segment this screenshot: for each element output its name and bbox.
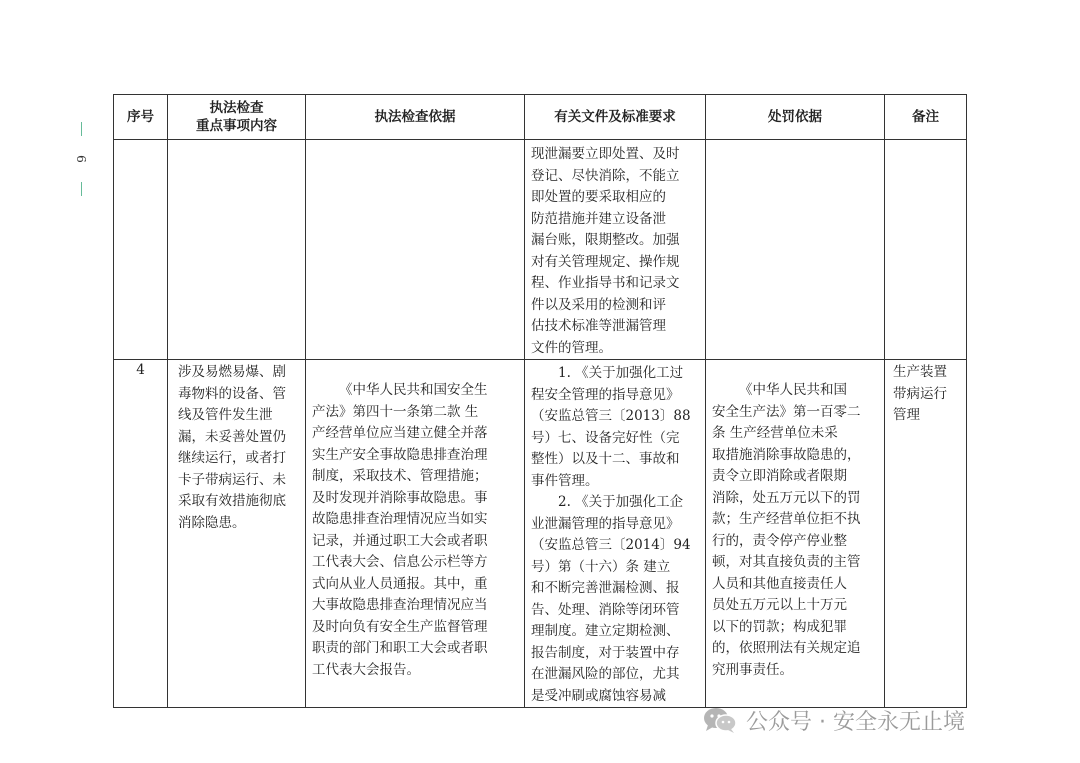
text-line: 条 生产经营单位未采 bbox=[712, 425, 838, 441]
text-line: 件以及采用的检测和评 bbox=[531, 296, 666, 313]
text-line: 故隐患排查治理情况应当如实 bbox=[312, 511, 488, 527]
cell-standard-requirements bbox=[525, 360, 706, 708]
text-line: 在泄漏风险的部位，尤其 bbox=[531, 666, 680, 682]
text-line: 涉及易燃易爆、剧 bbox=[178, 364, 286, 380]
cell-serial-empty bbox=[114, 140, 168, 360]
text-line: 消除，处五万元以下的罚 bbox=[712, 489, 861, 506]
text-line: 毒物料的设备、管 bbox=[178, 385, 286, 402]
text-line: 报告制度，对于装置中存 bbox=[531, 644, 680, 661]
text-line: 对有关管理规定、操作规 bbox=[531, 253, 680, 270]
serial-number: 4 bbox=[136, 362, 145, 378]
text-line: 大事故隐患排查治理情况应当 bbox=[312, 597, 488, 613]
watermark-text: 公众号 · 安全永无止境 bbox=[746, 709, 965, 735]
text-line: 告、处理、消除等闭环管 bbox=[531, 601, 680, 618]
text-line: 及时发现并消除事故隐患。事 bbox=[312, 489, 488, 506]
text-line: 《中华人民共和国安全生 bbox=[339, 382, 488, 398]
page-marker-dash-top bbox=[81, 122, 82, 136]
page-marker bbox=[74, 120, 88, 198]
text-line: 1. 《关于加强化工过 bbox=[558, 365, 684, 381]
text-line: 行的，责令停产停业整 bbox=[712, 532, 847, 549]
watermark bbox=[702, 700, 965, 740]
text-line: 防范措施并建立设备泄 bbox=[531, 210, 666, 227]
text-line: 人员和其他直接责任人 bbox=[712, 575, 847, 592]
text-line: 产法》第四十一条第二款 生 bbox=[312, 403, 479, 420]
cell-standard-continuation bbox=[525, 140, 706, 360]
cell-penalty-basis bbox=[706, 360, 885, 708]
page-number: 6 bbox=[73, 155, 88, 163]
text-line: 理制度。建立定期检测、 bbox=[531, 623, 680, 639]
cell-remarks bbox=[885, 360, 967, 708]
text-line: 漏台账，限期整改。加强 bbox=[531, 232, 680, 248]
enforcement-table bbox=[113, 94, 967, 708]
text-line: 采取有效措施彻底 bbox=[178, 493, 286, 509]
cell-enforcement-basis bbox=[306, 360, 525, 708]
text-line: 2. 《关于加强化工企 bbox=[558, 494, 684, 510]
text-line: 程、作业指导书和记录文 bbox=[531, 275, 680, 291]
text-line: 式向从业人员通报。其中，重 bbox=[312, 575, 488, 592]
text-line: 生产装置 bbox=[893, 364, 947, 380]
cell-basis-empty bbox=[306, 140, 525, 360]
text-line: 业泄漏管理的指导意见》 bbox=[531, 515, 680, 532]
text-line: 取措施消除事故隐患的， bbox=[712, 446, 861, 463]
text-line: 继续运行，或者打 bbox=[178, 450, 286, 466]
text-line: 职责的部门和职工大会或者职 bbox=[312, 640, 488, 656]
text-line: 估技术标准等泄漏管理 bbox=[531, 318, 666, 334]
table-row-continuation bbox=[114, 140, 967, 360]
header-enforcement-basis: 执法检查依据 bbox=[306, 95, 525, 140]
text-line: 号）第（十六）条 建立 bbox=[531, 558, 671, 575]
text-line: 及时向负有安全生产监督管理 bbox=[312, 618, 488, 635]
text-line: 记录，并通过职工大会或者职 bbox=[312, 532, 488, 549]
page-marker-dash-bottom bbox=[81, 182, 82, 196]
cell-key-items bbox=[168, 360, 306, 708]
text-line: 员处五万元以上十万元 bbox=[712, 597, 847, 613]
table-header-row bbox=[114, 95, 967, 140]
text-line: 《中华人民共和国 bbox=[739, 382, 847, 398]
cell-remarks-empty bbox=[885, 140, 967, 360]
text-line: 卡子带病运行、未 bbox=[178, 471, 286, 488]
text-line: 工代表大会、信息公示栏等方 bbox=[312, 554, 488, 570]
text-line: 责令立即消除或者限期 bbox=[712, 468, 847, 484]
text-line: 现泄漏要立即处置、及时 bbox=[531, 146, 680, 162]
text-line: 以下的罚款；构成犯罪 bbox=[712, 618, 847, 635]
text-line: 号）七、设备完好性（完 bbox=[531, 429, 680, 446]
header-serial: 序号 bbox=[114, 95, 168, 140]
text-line: 的，依照刑法有关规定追 bbox=[712, 640, 861, 656]
cell-items-empty bbox=[168, 140, 306, 360]
text-line: 管理 bbox=[893, 407, 920, 423]
wechat-icon bbox=[702, 706, 738, 734]
text-line: 工代表大会报告。 bbox=[312, 661, 420, 678]
text-line: 程安全管理的指导意见》 bbox=[531, 386, 680, 403]
text-line: 即处置的要采取相应的 bbox=[531, 189, 666, 205]
text-line: 顿，对其直接负责的主管 bbox=[712, 554, 861, 570]
text-line: 和不断完善泄漏检测、报 bbox=[531, 580, 680, 596]
text-line: 整性）以及十二、事故和 bbox=[531, 451, 680, 467]
header-remarks: 备注 bbox=[885, 95, 967, 140]
text-line: 登记、尽快消除，不能立 bbox=[531, 167, 680, 184]
cell-penalty-empty bbox=[706, 140, 885, 360]
header-penalty-basis: 处罚依据 bbox=[706, 95, 885, 140]
text-line: 漏，未妥善处置仍 bbox=[178, 428, 286, 445]
header-key-items: 执法检查 重点事项内容 bbox=[168, 95, 306, 140]
text-line: 带病运行 bbox=[893, 385, 947, 402]
text-line: 产经营单位应当建立健全并落 bbox=[312, 425, 488, 441]
cell-serial bbox=[114, 360, 168, 708]
text-line: 事件管理。 bbox=[531, 472, 599, 489]
text-line: （安监总管三〔2014〕94 bbox=[531, 537, 691, 553]
header-standard-requirements: 有关文件及标准要求 bbox=[525, 95, 706, 140]
text-line: （安监总管三〔2013〕88 bbox=[531, 408, 691, 424]
text-line: 款；生产经营单位拒不执 bbox=[712, 511, 861, 527]
table-row-4 bbox=[114, 360, 967, 708]
text-line: 实生产安全事故隐患排查治理 bbox=[312, 446, 488, 463]
text-line: 安全生产法》第一百零二 bbox=[712, 403, 861, 420]
text-line: 线及管件发生泄 bbox=[178, 407, 273, 423]
text-line: 制度，采取技术、管理措施； bbox=[312, 468, 488, 484]
text-line: 消除隐患。 bbox=[178, 514, 246, 531]
text-line: 是受冲刷或腐蚀容易减 bbox=[531, 687, 666, 704]
text-line: 文件的管理。 bbox=[531, 339, 612, 356]
text-line: 究刑事责任。 bbox=[712, 661, 793, 678]
